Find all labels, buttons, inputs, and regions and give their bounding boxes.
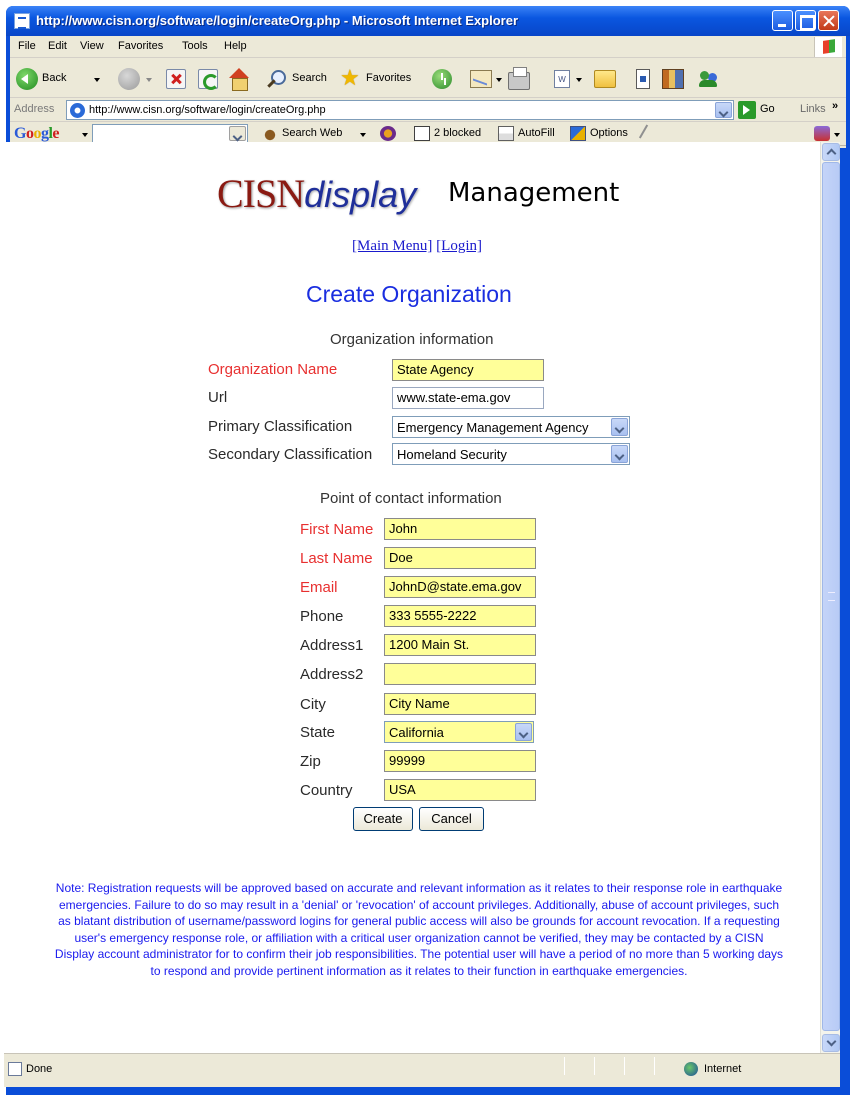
ie-logo-icon [70, 103, 85, 118]
email-label: Email [300, 579, 338, 596]
discuss-icon[interactable] [636, 69, 650, 89]
internet-zone-icon [684, 1062, 698, 1076]
windows-logo-icon [814, 37, 842, 57]
page-nav [352, 238, 482, 255]
address1-input[interactable]: 1200 Main St. [384, 634, 536, 656]
favorites-star-icon[interactable]: ★ [340, 65, 360, 90]
menu-tools[interactable]: Tools [182, 40, 208, 52]
page-title: Create Organization [306, 281, 512, 307]
cancel-button[interactable]: Cancel [419, 807, 484, 831]
back-dropdown-icon[interactable] [94, 78, 100, 82]
org-name-input[interactable]: State Agency [392, 359, 544, 381]
status-bar [4, 1053, 840, 1087]
status-divider [594, 1057, 595, 1075]
scrollbar-thumb[interactable] [822, 162, 840, 1031]
mail-dropdown-icon[interactable] [496, 78, 502, 82]
state-value: California [389, 725, 444, 740]
home-icon[interactable] [228, 68, 250, 90]
menu-help[interactable]: Help [224, 40, 247, 52]
create-button[interactable]: Create [353, 807, 413, 831]
translate-icon[interactable] [814, 126, 830, 141]
menu-bar [10, 36, 846, 58]
country-input[interactable]: USA [384, 779, 536, 801]
messenger-icon[interactable] [698, 69, 720, 89]
menu-favorites[interactable]: Favorites [118, 40, 164, 52]
address-input[interactable] [66, 100, 734, 120]
minimize-button[interactable] [772, 10, 793, 31]
city-label: City [300, 696, 326, 713]
org-name-label: Organization Name [208, 361, 338, 378]
autofill-button[interactable]: AutoFill [518, 127, 555, 139]
options-button[interactable]: Options [590, 127, 628, 139]
address2-label: Address2 [300, 666, 364, 683]
logo-management-text: Management [448, 178, 620, 208]
google-menu-dropdown-icon[interactable] [82, 133, 88, 137]
contact-section-heading: Point of contact information [320, 490, 502, 507]
menu-view[interactable]: View [80, 40, 104, 52]
search-web-dropdown-icon[interactable] [360, 133, 366, 137]
favorites-button-label[interactable]: Favorites [366, 72, 412, 84]
login-link[interactable]: [Login] [436, 238, 482, 254]
links-chevron-icon[interactable]: » [832, 100, 839, 112]
links-label[interactable]: Links [800, 103, 826, 115]
address-bar [10, 98, 846, 122]
secondary-classification-select[interactable] [392, 443, 630, 465]
zip-input[interactable]: 99999 [384, 750, 536, 772]
first-name-label: First Name [300, 521, 374, 538]
translate-dropdown-icon[interactable] [834, 133, 840, 137]
highlight-pen-icon[interactable] [639, 125, 655, 143]
edit-dropdown-icon[interactable] [576, 78, 582, 82]
secondary-classification-value: Homeland Security [397, 447, 507, 462]
state-label: State [300, 724, 336, 741]
primary-classification-label: Primary Classification [208, 418, 353, 435]
phone-input[interactable]: 333 5555-2222 [384, 605, 536, 627]
main-menu-link[interactable]: [Main Menu] [352, 238, 433, 254]
country-label: Country [300, 782, 353, 799]
last-name-label: Last Name [300, 550, 373, 567]
blocked-popups-label[interactable]: 2 blocked [434, 127, 482, 139]
standard-toolbar [10, 58, 846, 98]
refresh-icon[interactable] [198, 69, 218, 89]
popup-blocker-icon[interactable] [414, 126, 430, 141]
browser-chrome [10, 36, 846, 148]
folder-icon[interactable] [594, 70, 616, 88]
page-done-icon [8, 1062, 22, 1076]
ie-page-icon [14, 13, 30, 29]
zip-label: Zip [300, 753, 321, 770]
search-button-label[interactable]: Search [292, 72, 327, 84]
google-logo[interactable]: Google [14, 125, 60, 142]
forward-arrow-icon[interactable] [118, 68, 140, 90]
options-icon[interactable] [570, 126, 586, 141]
address2-input[interactable] [384, 663, 536, 685]
url-input[interactable]: www.state-ema.gov [392, 387, 544, 409]
address-url[interactable]: http://www.cisn.org/software/login/createOrg.php [89, 104, 326, 116]
menu-file[interactable]: File [18, 40, 36, 52]
cisn-display-logo [217, 170, 416, 216]
status-divider [654, 1057, 655, 1075]
logo-display-text: display [304, 174, 417, 215]
org-section-heading: Organization information [330, 331, 494, 348]
research-icon[interactable] [662, 69, 684, 89]
address-label: Address [14, 103, 55, 115]
back-button-label[interactable]: Back [42, 72, 67, 84]
security-zone-label: Internet [704, 1063, 742, 1075]
address1-label: Address1 [300, 637, 364, 654]
status-text: Done [26, 1063, 53, 1075]
mail-icon[interactable] [470, 70, 492, 88]
status-divider [564, 1057, 565, 1075]
primary-classification-dropdown-icon[interactable] [611, 418, 628, 436]
google-search-input[interactable] [92, 124, 248, 143]
history-icon[interactable] [432, 69, 452, 89]
forward-dropdown-icon[interactable] [146, 78, 152, 82]
primary-classification-value: Emergency Management Agency [397, 420, 589, 435]
menu-edit[interactable]: Edit [48, 40, 67, 52]
email-input[interactable]: JohnD@state.ema.gov [384, 576, 536, 598]
window-title: http://www.cisn.org/software/login/createOrg.php - Microsoft Internet Explorer [36, 13, 519, 28]
scroll-down-icon[interactable] [822, 1034, 840, 1052]
primary-classification-select[interactable] [392, 416, 630, 438]
search-web-binoculars-icon[interactable] [262, 126, 278, 141]
status-divider [624, 1057, 625, 1075]
secondary-classification-dropdown-icon[interactable] [611, 445, 628, 463]
secondary-classification-label: Secondary Classification [208, 446, 373, 463]
close-button[interactable] [818, 10, 839, 31]
edit-in-word-icon[interactable]: W [554, 70, 570, 88]
phone-label: Phone [300, 608, 344, 625]
state-select[interactable] [384, 721, 534, 743]
scroll-up-icon[interactable] [822, 143, 840, 161]
search-web-button[interactable]: Search Web [282, 127, 343, 139]
address-dropdown-icon[interactable] [715, 102, 732, 118]
title-bar [6, 6, 850, 36]
url-label: Url [208, 389, 228, 406]
go-button-label[interactable]: Go [760, 103, 775, 115]
state-dropdown-icon[interactable] [515, 723, 532, 741]
stop-icon[interactable] [166, 69, 186, 89]
last-name-input[interactable]: Doe [384, 547, 536, 569]
vertical-scrollbar[interactable] [820, 142, 840, 1053]
registration-note: Note: Registration requests will be approved based on accurate and relevant information as it relates to their response role in earthquake emergencies. Failure to do so may result in a 'denial' or 'revocation' of account privileges. Additionally, abuse of account privileges, such as blatant distribution of username/password logins for general public access will also be grounds for account revocation. If a requesting user's emergency response role, or affiliation with a critical user organization cannot be verified, they may be contacted by a CISN Display account administrator for to confirm their job responsibilities. The potential user will have a period of no more than 5 working days to respond and provide pertinent information as it relates to their function in earthquake emergencies. [54, 881, 784, 978]
print-icon[interactable] [508, 72, 530, 90]
search-icon[interactable] [266, 69, 286, 89]
first-name-input[interactable]: John [384, 518, 536, 540]
autofill-icon[interactable] [498, 126, 514, 141]
pagerank-icon[interactable] [380, 126, 396, 141]
google-search-dropdown-icon[interactable] [229, 126, 246, 141]
go-arrow-icon[interactable] [738, 101, 756, 119]
maximize-button[interactable] [795, 10, 816, 31]
back-arrow-icon[interactable] [16, 68, 38, 90]
logo-cisn-text: CISN [217, 171, 305, 216]
city-input[interactable]: City Name [384, 693, 536, 715]
